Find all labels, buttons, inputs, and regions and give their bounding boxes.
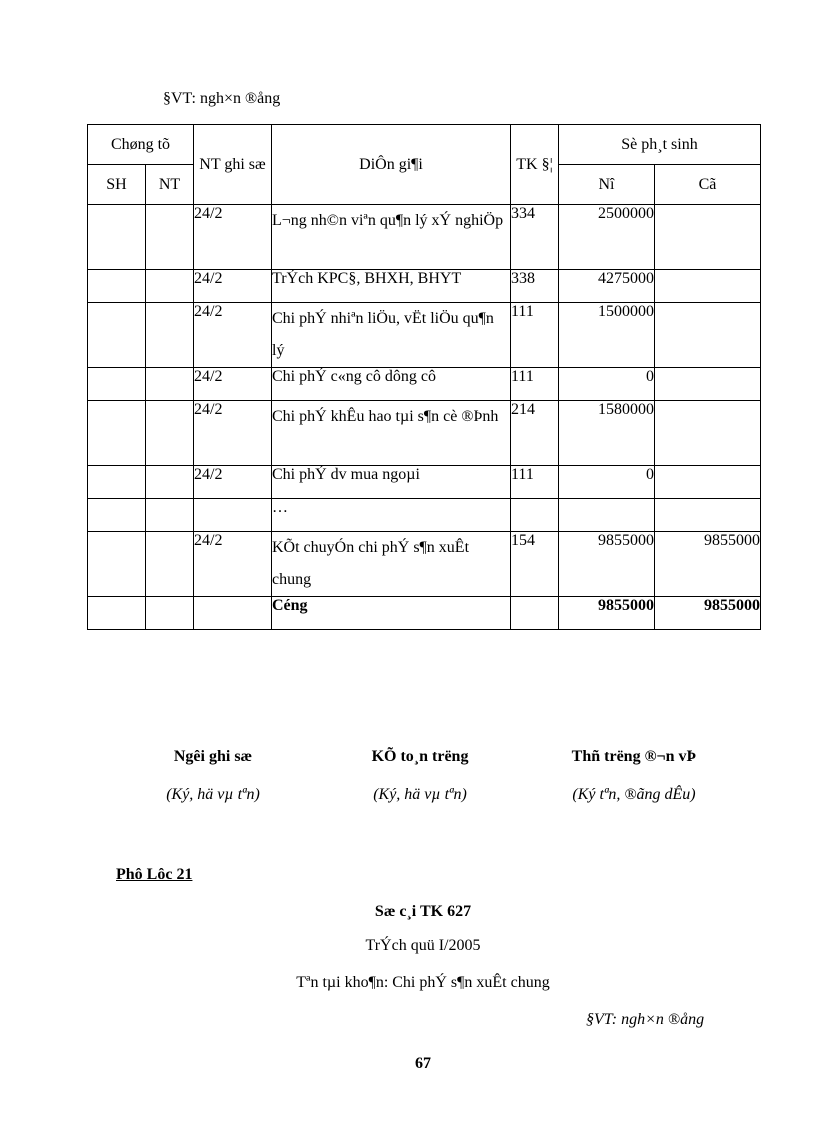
row-credit bbox=[655, 401, 761, 466]
table-row bbox=[88, 532, 761, 597]
signature-note: (Ký tªn, ®ãng dÊu) bbox=[572, 786, 696, 803]
table-row bbox=[88, 368, 761, 401]
table-row bbox=[88, 270, 761, 303]
period: TrÝch quü I/2005 bbox=[365, 937, 481, 954]
row-description: KÕt chuyÓn chi phÝ s¶n xuÊt chung bbox=[272, 532, 511, 597]
total-credit: 9855000 bbox=[655, 597, 761, 630]
table-row bbox=[88, 205, 761, 270]
journal-table bbox=[87, 124, 761, 630]
page-number: 67 bbox=[415, 1055, 431, 1072]
row-debit: 1500000 bbox=[559, 303, 655, 368]
signature-recorder bbox=[93, 748, 333, 804]
row-description: Chi phÝ nhiªn liÖu, vËt liÖu qu¶n lý bbox=[272, 303, 511, 368]
header-nt: NT bbox=[146, 165, 194, 205]
header-sh: SH bbox=[88, 165, 146, 205]
row-date: 24/2 bbox=[194, 368, 272, 401]
signature-unit-head bbox=[514, 748, 754, 804]
unit-label-bottom: §VT: ngh×n ®ång bbox=[586, 1011, 705, 1028]
row-description: TrÝch KPC§, BHXH, BHYT bbox=[272, 270, 511, 303]
row-account: 214 bbox=[511, 401, 559, 466]
row-debit: 9855000 bbox=[559, 532, 655, 597]
signature-title: Thñ trëng ®¬n vÞ bbox=[571, 748, 697, 765]
row-account: 111 bbox=[511, 368, 559, 401]
signature-title: KÕ to¸n trëng bbox=[371, 748, 469, 765]
signature-note: (Ký, hä vµ tªn) bbox=[166, 786, 260, 803]
row-description: Chi phÝ dv mua ngoµi bbox=[272, 466, 511, 499]
signature-chief-accountant bbox=[300, 748, 540, 804]
row-date bbox=[194, 499, 272, 532]
row-debit: 2500000 bbox=[559, 205, 655, 270]
row-debit: 0 bbox=[559, 466, 655, 499]
row-description: Chi phÝ khÊu hao tµi s¶n cè ®Þnh bbox=[272, 401, 511, 466]
row-account: 338 bbox=[511, 270, 559, 303]
table-row bbox=[88, 466, 761, 499]
header-so-phat-sinh: Sè ph¸t sinh bbox=[559, 125, 761, 165]
row-description: Chi phÝ c«ng cô dông cô bbox=[272, 368, 511, 401]
row-date: 24/2 bbox=[194, 303, 272, 368]
signature-note: (Ký, hä vµ tªn) bbox=[373, 786, 467, 803]
row-account: 154 bbox=[511, 532, 559, 597]
row-credit bbox=[655, 499, 761, 532]
row-credit bbox=[655, 205, 761, 270]
account-name: Tªn tµi kho¶n: Chi phÝ s¶n xuÊt chung bbox=[296, 974, 550, 991]
row-date: 24/2 bbox=[194, 532, 272, 597]
header-chung-tu: Chøng tõ bbox=[88, 125, 194, 165]
row-debit: 0 bbox=[559, 368, 655, 401]
row-account bbox=[511, 499, 559, 532]
row-debit: 1580000 bbox=[559, 401, 655, 466]
row-date: 24/2 bbox=[194, 270, 272, 303]
row-credit bbox=[655, 466, 761, 499]
row-account: 111 bbox=[511, 466, 559, 499]
appendix-label: Phô Lôc 21 bbox=[116, 866, 193, 883]
header-dien-giai: DiÔn gi¶i bbox=[272, 125, 511, 205]
row-credit bbox=[655, 303, 761, 368]
row-credit bbox=[655, 270, 761, 303]
table-row bbox=[88, 303, 761, 368]
row-date: 24/2 bbox=[194, 205, 272, 270]
row-date: 24/2 bbox=[194, 401, 272, 466]
row-account: 334 bbox=[511, 205, 559, 270]
table-row bbox=[88, 401, 761, 466]
table-row bbox=[88, 499, 761, 532]
row-description: … bbox=[272, 499, 511, 532]
total-debit: 9855000 bbox=[559, 597, 655, 630]
signature-title: Ngêi ghi sæ bbox=[173, 748, 253, 765]
total-row bbox=[88, 597, 761, 630]
header-co: Cã bbox=[655, 165, 761, 205]
row-date: 24/2 bbox=[194, 466, 272, 499]
header-tk-du: TK §¦ bbox=[511, 125, 559, 205]
row-debit: 4275000 bbox=[559, 270, 655, 303]
row-debit bbox=[559, 499, 655, 532]
row-description: L¬ng nh©n viªn qu¶n lý xÝ nghiÖp bbox=[272, 205, 511, 270]
row-credit: 9855000 bbox=[655, 532, 761, 597]
ledger-title: Sæ c¸i TK 627 bbox=[374, 903, 472, 920]
row-credit bbox=[655, 368, 761, 401]
total-label: Céng bbox=[272, 597, 511, 630]
row-account: 111 bbox=[511, 303, 559, 368]
unit-label-top: §VT: ngh×n ®ång bbox=[163, 90, 281, 107]
header-nt-ghi-so: NT ghi sæ bbox=[194, 125, 272, 205]
header-no: Nî bbox=[559, 165, 655, 205]
